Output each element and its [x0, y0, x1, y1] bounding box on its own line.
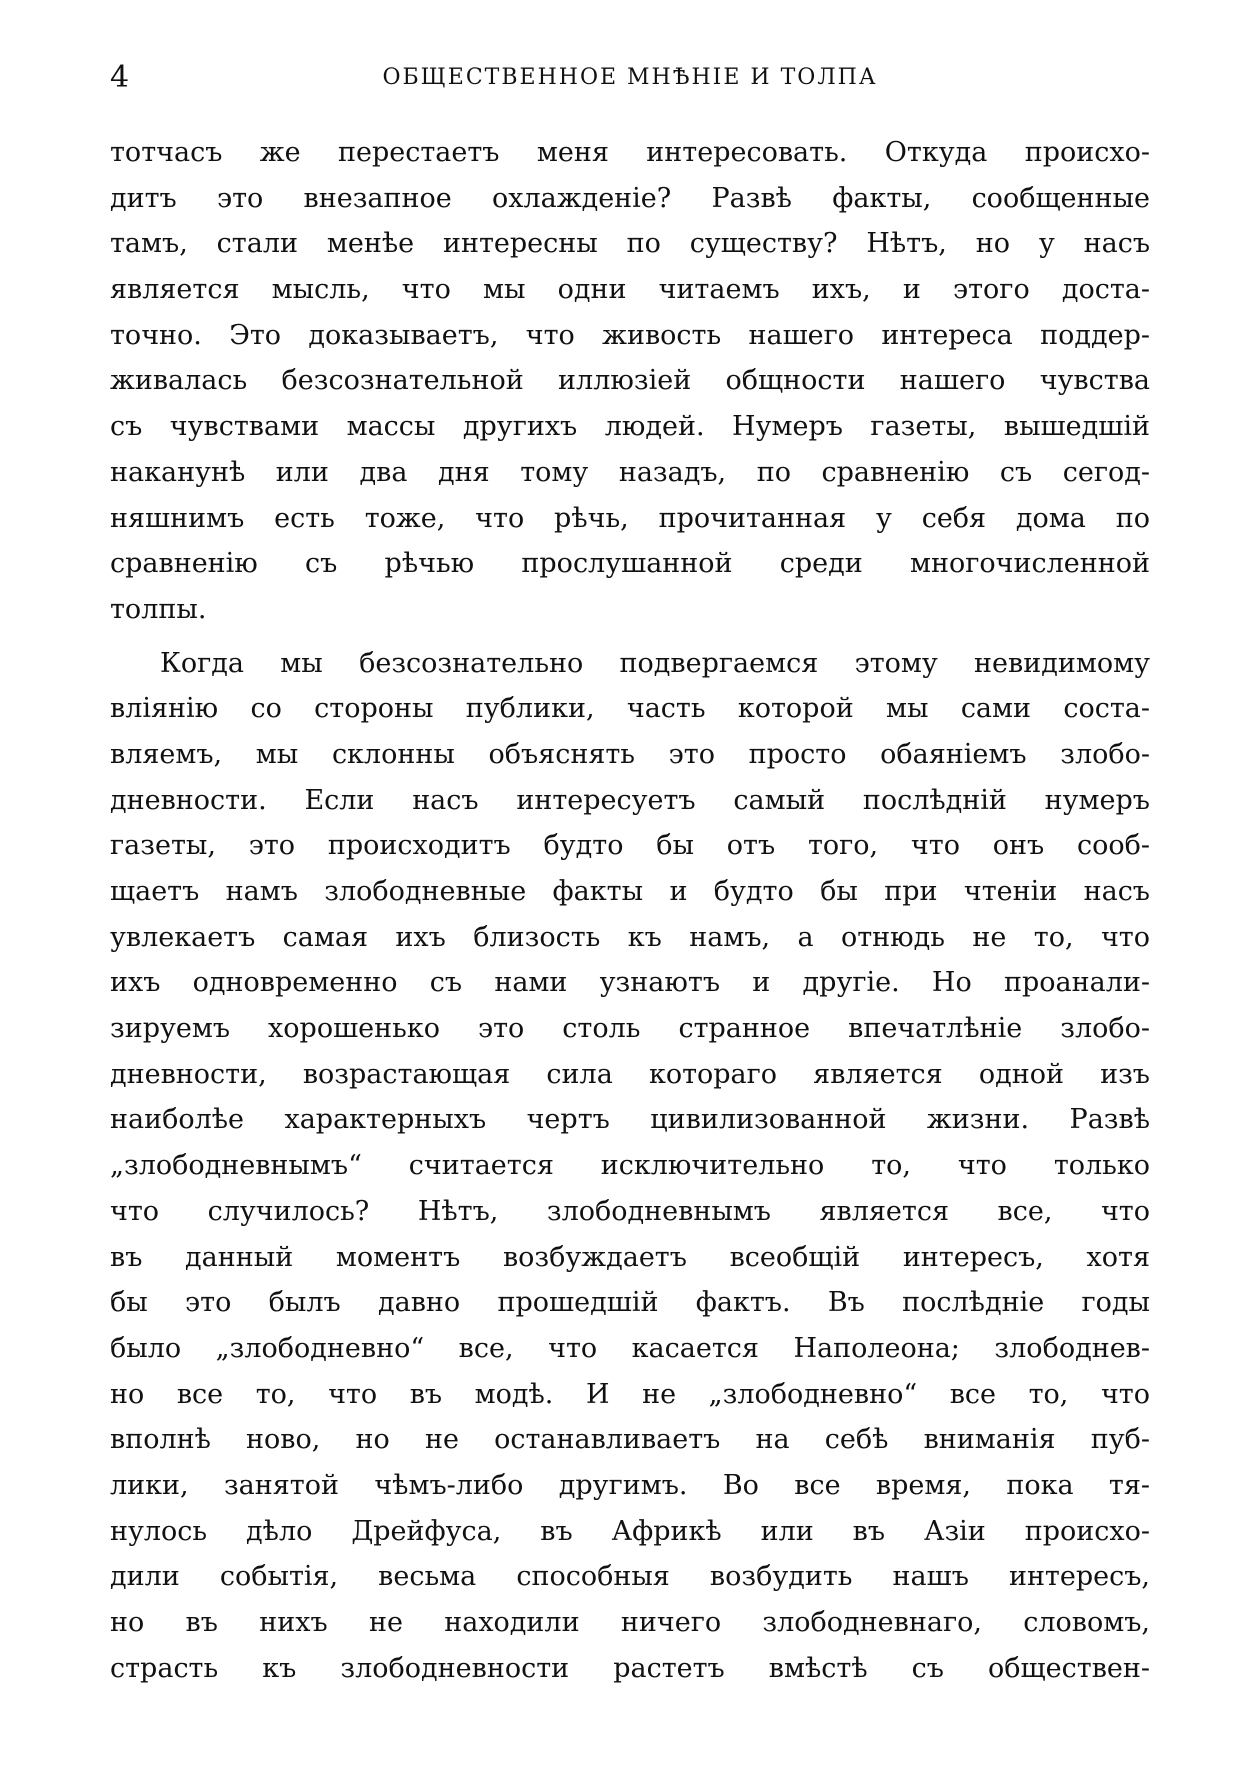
text-line: было „злободневно“ все, что касается Наполеона; злободнев- — [110, 1332, 1150, 1364]
paragraph-gap — [110, 633, 1150, 641]
text-line: съ чувствами массы другихъ людей. Нумеръ газеты, вышедшій — [110, 411, 1150, 443]
text-line: дневности. Если насъ интересуетъ самый послѣдній нумеръ — [110, 784, 1150, 816]
text-line: зируемъ хорошенько это столь странное впечатлѣніе злобо- — [110, 1013, 1150, 1045]
text-line: „злободневнымъ“ считается исключительно то, что только — [110, 1150, 1150, 1182]
text-line: тамъ, стали менѣе интересны по существу? Нѣтъ, но у насъ — [110, 228, 1150, 260]
text-line: Когда мы безсознательно подвергаемся этому невидимому — [160, 647, 1150, 679]
text-line: увлекаетъ самая ихъ близость къ намъ, а отнюдь не то, что — [110, 921, 1150, 953]
text-line: является мысль, что мы одни читаемъ ихъ, и этого доста- — [110, 274, 1150, 306]
text-line: вполнѣ ново, но не останавливаетъ на себѣ вниманія пуб- — [110, 1424, 1150, 1456]
text-line: толпы. — [110, 593, 207, 625]
text-line: страсть къ злободневности растетъ вмѣстѣ съ обществен- — [110, 1652, 1150, 1684]
text-line: но въ нихъ не находили ничего злободневнаго, словомъ, — [110, 1607, 1150, 1638]
text-line: ихъ одновременно съ нами узнаютъ и другіе. Но проанали- — [110, 967, 1150, 999]
text-line: дневности, возрастающая сила котораго является одной изъ — [110, 1058, 1150, 1090]
body-text — [110, 130, 1150, 1691]
text-line: тотчасъ же перестаетъ меня интересовать. Откуда происхо- — [110, 137, 1150, 168]
text-line: бы это былъ давно прошедшій фактъ. Въ послѣдніе годы — [110, 1287, 1150, 1319]
text-line: что случилось? Нѣтъ, злободневнымъ является все, что — [110, 1195, 1150, 1227]
text-line: дили событія, весьма способныя возбудить нашъ интересъ, — [110, 1561, 1150, 1593]
running-head — [110, 58, 1150, 98]
text-line: лики, занятой чѣмъ-либо другимъ. Во все время, пока тя- — [110, 1469, 1150, 1501]
text-line: наиболѣе характерныхъ чертъ цивилизованной жизни. Развѣ — [110, 1104, 1150, 1136]
text-line: щаетъ намъ злободневные факты и будто бы при чтеніи насъ — [110, 876, 1150, 907]
text-line: сравненію съ рѣчью прослушанной среди многочисленной — [110, 548, 1150, 580]
text-line: вліянію со стороны публики, часть которой мы сами соста- — [110, 693, 1150, 725]
text-line: газеты, это происходитъ будто бы отъ того, что онъ сооб- — [110, 830, 1150, 862]
text-line: точно. Это доказываетъ, что живость нашего интереса поддер- — [110, 319, 1150, 351]
page-number: 4 — [110, 60, 130, 95]
text-line: нулось дѣло Дрейфуса, въ Африкѣ или въ Азіи происхо- — [110, 1515, 1150, 1547]
paragraph-2 — [110, 641, 1150, 1692]
paragraph-1 — [110, 130, 1150, 633]
text-line: въ данный моментъ возбуждаетъ всеобщій интересъ, хотя — [110, 1241, 1150, 1273]
running-title: ОБЩЕСТВЕННОЕ МНѢНІЕ И ТОЛПА — [382, 65, 878, 90]
text-line: но все то, что въ модѣ. И не „злободневно“ все то, что — [110, 1378, 1150, 1410]
text-line: живалась безсознательной иллюзіей общности нашего чувства — [110, 365, 1150, 397]
text-line: няшнимъ есть тоже, что рѣчь, прочитанная у себя дома по — [110, 502, 1150, 534]
text-line: наканунѣ или два дня тому назадъ, по сравненію съ сегод- — [110, 456, 1150, 488]
text-line: дитъ это внезапное охлажденіе? Развѣ факты, сообщенные — [110, 182, 1150, 214]
text-line: вляемъ, мы склонны объяснять это просто обаяніемъ злобо- — [110, 738, 1150, 770]
